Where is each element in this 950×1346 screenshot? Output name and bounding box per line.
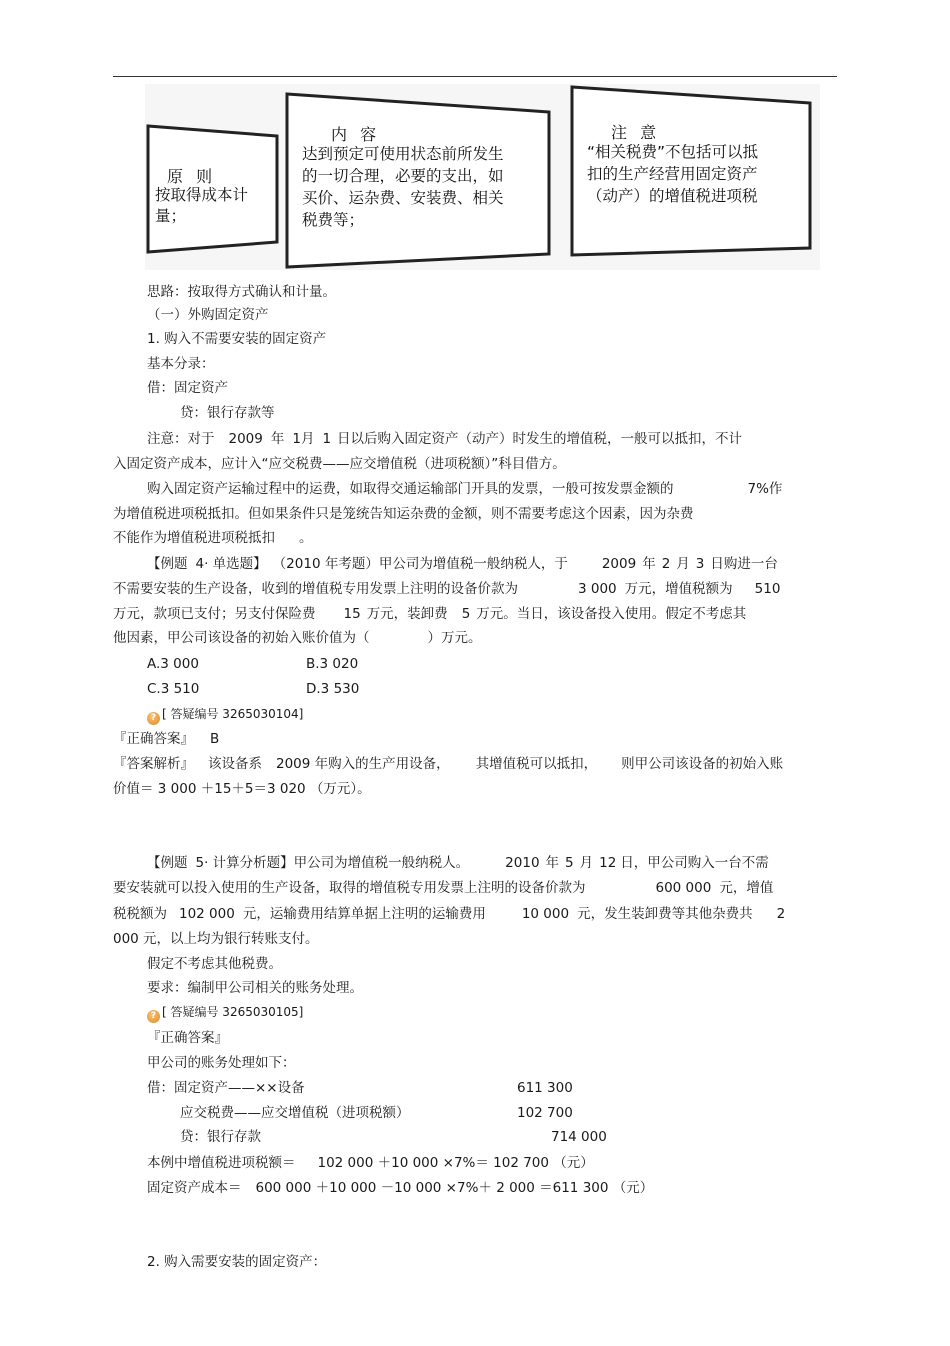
text-span: 2009 xyxy=(601,556,637,572)
text-span: ）万元。 xyxy=(427,630,482,646)
text-line: 思路：按取得方式确认和计量。 xyxy=(147,284,336,300)
box-content-line-1: 达到预定可使用状态前所发生 xyxy=(302,145,504,163)
text-span: 7%作 xyxy=(747,481,783,497)
text-line: 价值＝ 3 000 ＋15＋5＝3 020 （万元）。 xyxy=(113,781,371,797)
text-span: 则甲公司该设备的初始入账 xyxy=(621,756,784,772)
text-span: 年 xyxy=(270,431,285,447)
text-span: 3 xyxy=(695,556,705,572)
journal-debit-amount: 102 700 xyxy=(517,1105,573,1121)
text-span: 年 xyxy=(545,855,560,871)
text-span: 万元，增值税额为 xyxy=(624,581,733,597)
question-icon: ? xyxy=(147,1010,160,1023)
text-line: 假定不考虑其他税费。 xyxy=(147,956,282,972)
box-content-line-3: 买价、运杂费、安装费、相关 xyxy=(302,189,504,207)
text-span: 本例中增值税进项税额＝ xyxy=(147,1155,296,1171)
text-span: 【例题 xyxy=(147,855,188,871)
text-span: 元，增值 xyxy=(719,880,774,896)
text-span: 元，运输费用结算单据上注明的运输费用 xyxy=(242,906,486,922)
subsection-heading: 2. 购入需要安装的固定资产： xyxy=(147,1254,327,1270)
text-span: 4· 单选题】 xyxy=(195,556,267,572)
text-line: 甲公司的账务处理如下： xyxy=(147,1055,296,1071)
text-span: 『答案解析』 xyxy=(113,756,194,772)
text-line xyxy=(147,480,782,498)
text-span: 他因素，甲公司该设备的初始入账价值为（ xyxy=(113,630,370,646)
text-span: 1月 xyxy=(292,431,315,447)
section-heading: （一）外购固定资产 xyxy=(147,307,269,323)
box-content-line-2: 的一切合理，必要的支出，如 xyxy=(302,167,504,185)
example-5-title xyxy=(147,854,769,872)
box-content-head: 内 容 xyxy=(331,125,381,144)
text-line: 要求：编制甲公司相关的账务处理。 xyxy=(147,980,363,996)
text-line xyxy=(113,529,313,547)
text-span: 3 000 xyxy=(578,581,617,597)
text-span: 102 000 xyxy=(179,906,235,922)
text-span: 『正确答案』 xyxy=(113,731,194,747)
text-span: 600 000 xyxy=(655,880,712,896)
text-span: 12 xyxy=(599,855,617,871)
text-span: 日以后购入固定资产（动产）时发生的增值税，一般可以抵扣，不计 xyxy=(337,431,743,447)
qa-reference[interactable] xyxy=(147,1003,303,1023)
calc-line xyxy=(147,1154,594,1172)
text-line xyxy=(113,580,780,598)
text-span: 购入固定资产运输过程中的运费，如取得交通运输部门开具的发票，一般可按发票金额的 xyxy=(147,481,674,497)
box-principle-head: 原 则 xyxy=(167,167,217,186)
text-line: 为增值税进项税抵扣。但如果条件只是笼统告知运杂费的金额，则不需要考虑这个因素，因为杂费 xyxy=(113,506,694,522)
text-span: 万元，装卸费 xyxy=(366,606,448,622)
text-span: 年 xyxy=(642,556,656,572)
text-span: 万元，款项已支付；另支付保险费 xyxy=(113,606,316,622)
text-span: 月 xyxy=(676,556,690,572)
note-line xyxy=(147,430,742,448)
text-span: 5 xyxy=(461,606,471,622)
text-line: 基本分录： xyxy=(147,356,215,372)
text-span: 5· 计算分析题】甲公司为增值税一般纳税人。 xyxy=(195,855,470,871)
text-span: 2010 xyxy=(505,855,540,871)
text-span: 10 000 xyxy=(521,906,570,922)
text-span: 不需要安装的生产设备，收到的增值税专用发票上注明的设备价款为 xyxy=(113,581,518,597)
text-span: 15 xyxy=(343,606,361,622)
header-rule xyxy=(113,76,837,77)
text-line xyxy=(113,879,773,897)
text-span: 注意：对于 xyxy=(147,431,215,447)
text-span: 日购进一台 xyxy=(710,556,778,572)
box-note-line-3: （动产）的增值税进项税 xyxy=(587,187,758,205)
text-span: 固定资产成本＝ xyxy=(147,1180,242,1196)
text-span: 其增值税可以抵扣， xyxy=(475,756,598,772)
journal-credit-amount: 714 000 xyxy=(551,1129,607,1145)
qa-reference[interactable] xyxy=(147,705,303,725)
subsection-heading: 1. 购入不需要安装的固定资产 xyxy=(147,331,327,347)
analysis-line xyxy=(113,755,783,773)
option-d: D.3 530 xyxy=(306,681,360,697)
text-span: 税税额为 xyxy=(113,906,167,922)
text-span: 要安装就可以投入使用的生产设备，取得的增值税专用发票上注明的设备价款为 xyxy=(113,880,586,896)
option-b: B.3 020 xyxy=(306,656,359,672)
text-span: 元，发生装卸费等其他杂费共 xyxy=(577,906,753,922)
text-span: 万元。当日，该设备投入使用。假定不考虑其 xyxy=(476,606,747,622)
option-a: A.3 000 xyxy=(147,656,199,672)
text-span: 月 xyxy=(579,855,594,871)
journal-debit-amount: 611 300 xyxy=(517,1080,573,1096)
text-span: 2 xyxy=(776,906,786,922)
text-span: 1 xyxy=(322,431,332,447)
journal-debit-account: 应交税费——应交增值税（进项税额） xyxy=(180,1105,410,1121)
box-note-head: 注 意 xyxy=(611,123,661,142)
text-line: 000 元，以上均为银行转账支付。 xyxy=(113,931,319,947)
option-c: C.3 510 xyxy=(147,681,200,697)
journal-debit-account: 借：固定资产——××设备 xyxy=(147,1080,305,1096)
text-span: 。 xyxy=(299,530,313,546)
qa-reference-text: [ 答疑编号 3265030104] xyxy=(162,707,304,721)
question-icon: ? xyxy=(147,712,160,725)
text-span: 该设备系 xyxy=(208,756,262,772)
answer-line: 『正确答案』 xyxy=(147,1030,228,1046)
box-principle-line-1: 按取得成本计 xyxy=(155,186,249,204)
text-line xyxy=(113,605,746,623)
text-span: 【例题 xyxy=(147,556,188,572)
text-span: 102 000 ＋10 000 ×7%＝ 102 700 （元） xyxy=(317,1155,594,1171)
text-span: 日，甲公司购入一台不需 xyxy=(620,855,769,871)
box-note-line-2: 扣的生产经营用固定资产 xyxy=(587,165,758,183)
text-span: 5 xyxy=(565,855,574,871)
principle-diagram xyxy=(145,84,820,270)
journal-credit-account: 贷：银行存款 xyxy=(180,1129,261,1145)
text-span: B xyxy=(210,731,220,747)
box-principle-line-2: 量； xyxy=(155,207,187,225)
box-note-line-1: “相关税费”不包括可以抵 xyxy=(587,143,759,161)
text-span: （2010 年考题）甲公司为增值税一般纳税人，于 xyxy=(272,556,568,572)
text-span: 510 xyxy=(754,581,781,597)
calc-line xyxy=(147,1179,653,1197)
text-line xyxy=(113,905,785,923)
journal-debit: 借：固定资产 xyxy=(147,380,228,396)
text-span: 2 xyxy=(661,556,671,572)
text-line xyxy=(113,629,482,647)
qa-reference-text: [ 答疑编号 3265030105] xyxy=(162,1005,304,1019)
example-4-title xyxy=(147,555,778,573)
text-span: 不能作为增值税进项税抵扣 xyxy=(113,530,275,546)
box-content-line-4: 税费等； xyxy=(302,211,365,229)
text-line: 入固定资产成本，应计入“应交税费——应交增值税（进项税额）”科目借方。 xyxy=(113,456,566,472)
text-span: 600 000 ＋10 000 －10 000 ×7%＋ 2 000 ＝611 300 （元） xyxy=(255,1180,654,1196)
text-span: 2009 年购入的生产用设备， xyxy=(276,756,450,772)
journal-credit: 贷：银行存款等 xyxy=(180,405,275,421)
text-span: 2009 xyxy=(228,431,263,447)
answer-line xyxy=(113,730,219,748)
